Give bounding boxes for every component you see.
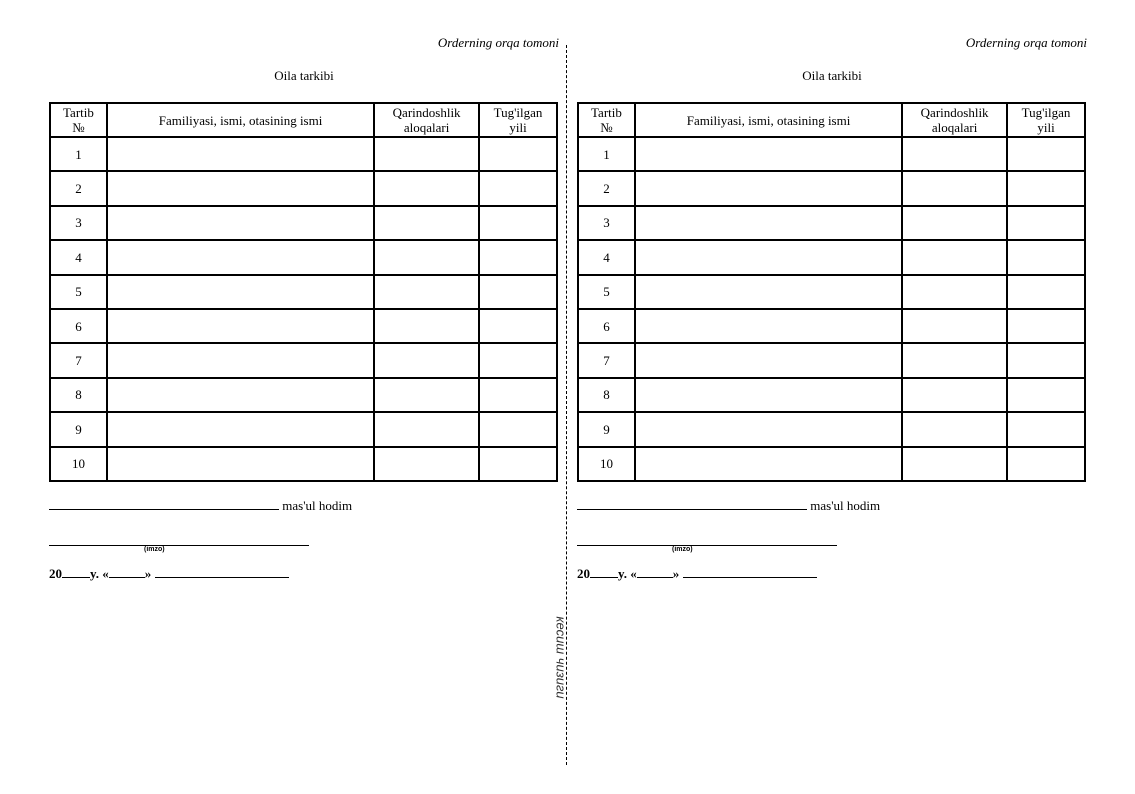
row-number: 4: [50, 240, 107, 274]
name-cell[interactable]: [635, 171, 902, 205]
table-row: [50, 275, 557, 309]
name-cell[interactable]: [635, 137, 902, 171]
header-name: Familiyasi, ismi, otasining ismi: [107, 103, 374, 137]
birth-year-cell[interactable]: [1007, 171, 1085, 205]
corner-note: Orderning orqa tomoni: [965, 35, 1087, 50]
birth-year-cell[interactable]: [479, 343, 557, 377]
section-title: Oila tarkibi: [274, 68, 334, 83]
row-number: 2: [578, 171, 635, 205]
blank-field[interactable]: [49, 497, 279, 510]
relation-cell[interactable]: [902, 343, 1007, 377]
day-field[interactable]: [637, 565, 673, 578]
table-row: [578, 378, 1085, 412]
relation-cell[interactable]: [374, 447, 479, 481]
relation-cell[interactable]: [902, 309, 1007, 343]
header-relation: Qarindoshlik aloqalari: [374, 103, 479, 137]
row-number: 9: [578, 412, 635, 446]
relation-cell[interactable]: [374, 206, 479, 240]
name-cell[interactable]: [635, 206, 902, 240]
name-cell[interactable]: [107, 137, 374, 171]
birth-year-cell[interactable]: [1007, 206, 1085, 240]
header-number: Tartib №: [50, 103, 107, 137]
birth-year-cell[interactable]: [479, 309, 557, 343]
table-row: [578, 309, 1085, 343]
relation-cell[interactable]: [902, 447, 1007, 481]
month-field[interactable]: [683, 565, 817, 578]
row-number: 7: [578, 343, 635, 377]
signature-line: [49, 533, 309, 550]
relation-cell[interactable]: [902, 206, 1007, 240]
name-cell[interactable]: [635, 240, 902, 274]
row-number: 1: [578, 137, 635, 171]
birth-year-cell[interactable]: [1007, 309, 1085, 343]
row-number: 6: [578, 309, 635, 343]
row-number: 3: [50, 206, 107, 240]
signature-field[interactable]: [49, 533, 309, 546]
table-row: [578, 412, 1085, 446]
table-row: [578, 343, 1085, 377]
date-line: 20 y. « »: [577, 565, 817, 582]
table-row: [578, 206, 1085, 240]
relation-cell[interactable]: [902, 240, 1007, 274]
birth-year-cell[interactable]: [479, 412, 557, 446]
name-cell[interactable]: [635, 309, 902, 343]
signature-caption: (imzo): [144, 546, 165, 553]
table-header: [50, 103, 557, 137]
row-number: 6: [50, 309, 107, 343]
header-birth-year: Tug'ilgan yili: [1007, 103, 1085, 137]
name-cell[interactable]: [635, 412, 902, 446]
row-number: 1: [50, 137, 107, 171]
relation-cell[interactable]: [374, 378, 479, 412]
name-cell[interactable]: [635, 447, 902, 481]
table-header: [578, 103, 1085, 137]
table-row: [578, 447, 1085, 481]
header-relation: Qarindoshlik aloqalari: [902, 103, 1007, 137]
blank-field[interactable]: [577, 497, 807, 510]
birth-year-cell[interactable]: [479, 171, 557, 205]
relation-cell[interactable]: [902, 171, 1007, 205]
signature-caption: (imzo): [672, 546, 693, 553]
signature-line: [577, 533, 837, 550]
header-number: Tartib №: [578, 103, 635, 137]
cut-line-label: кесиш чизиги: [553, 616, 569, 699]
table-row: [50, 206, 557, 240]
table-row: [578, 171, 1085, 205]
day-field[interactable]: [109, 565, 145, 578]
table-row: [50, 240, 557, 274]
table-row: [50, 309, 557, 343]
birth-year-cell[interactable]: [479, 137, 557, 171]
relation-cell[interactable]: [374, 137, 479, 171]
row-number: 10: [50, 447, 107, 481]
birth-year-cell[interactable]: [479, 206, 557, 240]
name-cell[interactable]: [635, 343, 902, 377]
name-cell[interactable]: [107, 275, 374, 309]
name-cell[interactable]: [107, 412, 374, 446]
table-row: [50, 137, 557, 171]
birth-year-cell[interactable]: [479, 447, 557, 481]
name-cell[interactable]: [107, 343, 374, 377]
row-number: 10: [578, 447, 635, 481]
relation-cell[interactable]: [374, 309, 479, 343]
table-row: [50, 343, 557, 377]
birth-year-cell[interactable]: [1007, 240, 1085, 274]
responsible-line: mas'ul hodim: [49, 497, 352, 514]
table-row: [578, 275, 1085, 309]
birth-year-cell[interactable]: [479, 378, 557, 412]
row-number: 5: [578, 275, 635, 309]
name-cell[interactable]: [107, 171, 374, 205]
table-row: [50, 447, 557, 481]
relation-cell[interactable]: [374, 240, 479, 274]
header-name: Familiyasi, ismi, otasining ismi: [635, 103, 902, 137]
birth-year-cell[interactable]: [1007, 378, 1085, 412]
row-number: 9: [50, 412, 107, 446]
relation-cell[interactable]: [374, 171, 479, 205]
responsible-line: mas'ul hodim: [577, 497, 880, 514]
relation-cell[interactable]: [902, 137, 1007, 171]
birth-year-cell[interactable]: [1007, 412, 1085, 446]
section-title: Oila tarkibi: [802, 68, 862, 83]
table-row: [50, 412, 557, 446]
birth-year-cell[interactable]: [479, 275, 557, 309]
family-table: [49, 102, 558, 482]
family-table: [577, 102, 1086, 482]
name-cell[interactable]: [635, 378, 902, 412]
relation-cell[interactable]: [374, 343, 479, 377]
row-number: 8: [578, 378, 635, 412]
name-cell[interactable]: [107, 447, 374, 481]
row-number: 2: [50, 171, 107, 205]
row-number: 3: [578, 206, 635, 240]
relation-cell[interactable]: [374, 275, 479, 309]
birth-year-cell[interactable]: [1007, 275, 1085, 309]
header-birth-year: Tug'ilgan yili: [479, 103, 557, 137]
table-row: [50, 378, 557, 412]
table-row: [578, 137, 1085, 171]
name-cell[interactable]: [107, 378, 374, 412]
row-number: 8: [50, 378, 107, 412]
relation-cell[interactable]: [902, 412, 1007, 446]
corner-note: Orderning orqa tomoni: [437, 35, 559, 50]
row-number: 7: [50, 343, 107, 377]
year-field[interactable]: [590, 565, 618, 578]
name-cell[interactable]: [107, 309, 374, 343]
row-number: 5: [50, 275, 107, 309]
month-field[interactable]: [155, 565, 289, 578]
date-line: 20 y. « »: [49, 565, 289, 582]
relation-cell[interactable]: [902, 378, 1007, 412]
relation-cell[interactable]: [902, 275, 1007, 309]
table-row: [578, 240, 1085, 274]
name-cell[interactable]: [107, 206, 374, 240]
row-number: 4: [578, 240, 635, 274]
signature-field[interactable]: [577, 533, 837, 546]
relation-cell[interactable]: [374, 412, 479, 446]
name-cell[interactable]: [635, 275, 902, 309]
birth-year-cell[interactable]: [1007, 343, 1085, 377]
year-field[interactable]: [62, 565, 90, 578]
name-cell[interactable]: [107, 240, 374, 274]
table-row: [50, 171, 557, 205]
birth-year-cell[interactable]: [1007, 447, 1085, 481]
birth-year-cell[interactable]: [479, 240, 557, 274]
birth-year-cell[interactable]: [1007, 137, 1085, 171]
